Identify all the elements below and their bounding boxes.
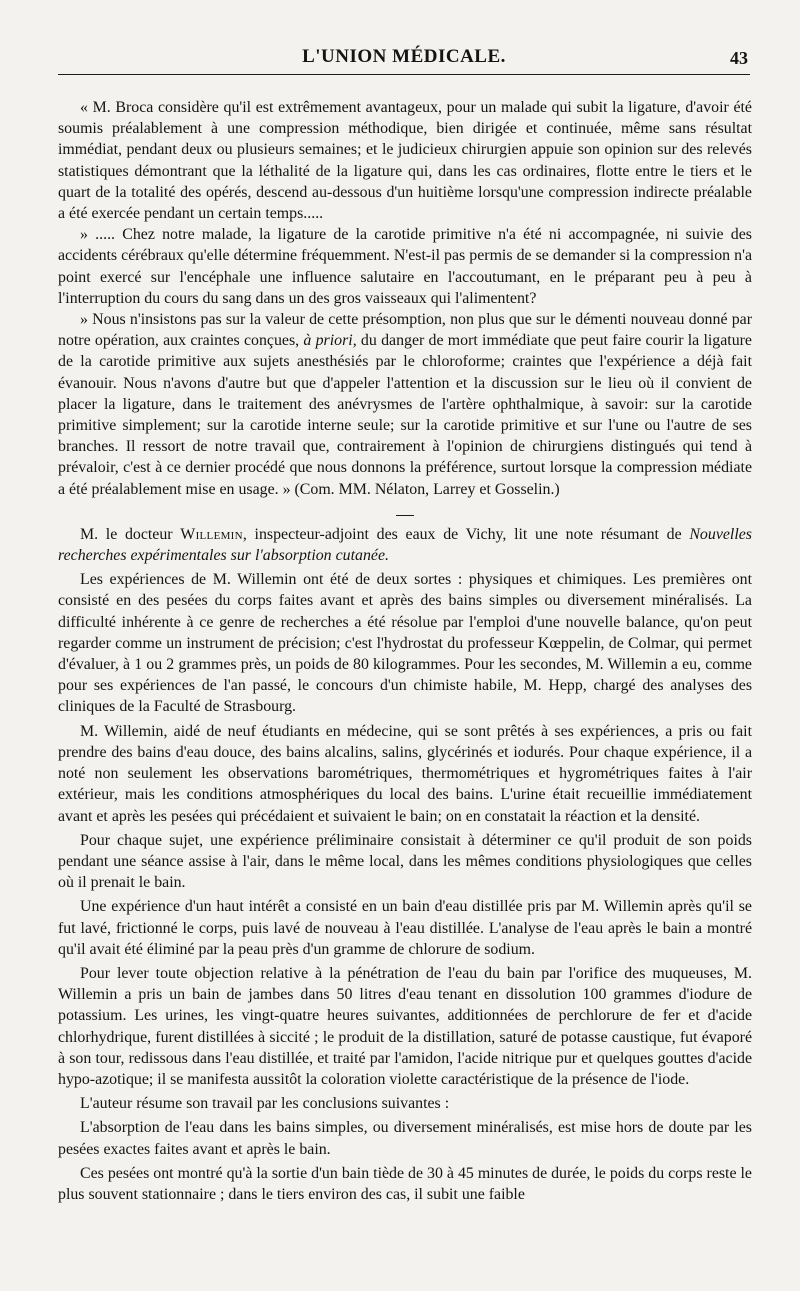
paragraph: Pour chaque sujet, une expérience préliminaire consistait à déterminer ce qu'il produit de son poids pendant une séance assise à l'air, dans le même local, dans les mêmes conditions physiologiques que celles où il prenait le bain. — [58, 831, 752, 892]
body-text — [58, 97, 752, 1205]
paragraph: Pour lever toute objection relative à la pénétration de l'eau du bain par l'orifice des muqueuses, M. Willemin a pris un bain de jambes dans 50 litres d'eau tenant en dissolution 100 grammes d'iodure de potassium. Les urines, les vingt-quatre heures suivantes, additionnées de perchlorure de fer et d'acide chlorhydrique, furent distillées à siccité ; le produit de la distillation, saturé de potasse caustique, fut évaporé à son tour, redissous dans l'eau distillée, et traité par l'amidon, l'acide nitrique pur et quelques gouttes d'acide hypo-azotique; il se manifesta aussitôt la coloration violette caractéristique de la présence de l'iode. — [58, 964, 752, 1088]
paragraph: M. Willemin, aidé de neuf étudiants en médecine, qui se sont prêtés à ses expériences, a pris ou fait prendre des bains d'eau douce, des bains alcalins, salins, glycérinés et iodurés. Pour chaque expérience, il a noté non seulement les observations barométriques, thermométriques et hygrométriques faites à l'air extérieur, mais les conditions atmosphériques du local des bains. L'urine était recueillie immédiatement avant et après les pesées qui précédaient et suivaient le bain; on en constatait la réaction et la densité. — [58, 722, 752, 825]
separator-rule — [396, 515, 414, 516]
paragraph — [58, 524, 752, 566]
paragraph-text: , inspecteur-adjoint des eaux de Vichy, lit une note résumant de — [242, 525, 690, 543]
italic-phrase: à priori, — [303, 332, 357, 350]
paragraph-text: » Nous n'insistons pas sur la valeur de cette présomption, non plus que sur le démenti nouveau donné par notre opération, aux craintes conçues, — [58, 311, 752, 350]
paragraph-text: du danger de mort immédiate que peut faire courir la ligature de la carotide primitive aux sujets anesthésiés par le chloroforme; craintes que l'expérience a déjà fait évanouir. Nous n'avons d'autre but que d'appeler l'attention et la discussion sur le lieu où il convient de placer la ligature, dans le traitement des anévrysmes de l'artère ophthalmique, à savoir: sur la carotide primitive simplement; sur la carotide interne seule; sur la carotide primitive et sur l'une ou l'autre de ses branches. Il ressort de notre travail que, contrairement à l'opinion de chirurgiens distingués qui tend à prévaloir, c'est à ce dernier procédé que nous donnons la préférence, surtout lorsque la compression médiate a été préalablement mise en usage. » (Com. MM. Nélaton, Larrey et Gosselin.) — [58, 332, 752, 498]
paragraph: Ces pesées ont montré qu'à la sortie d'un bain tiède de 30 à 45 minutes de durée, le poids du corps reste le plus souvent stationnaire ; dans le tiers environ des cas, il subit une faible — [58, 1164, 752, 1203]
paragraph: L'auteur résume son travail par les conclusions suivantes : — [80, 1095, 450, 1113]
paragraph: « M. Broca considère qu'il est extrêmement avantageux, pour un malade qui subit la ligature, d'avoir été soumis préalablement à une compression méthodique, bien dirigée et continuée, même sans résultat immédiat, pendant deux ou plusieurs semaines; et le judicieux chirurgien appuie son opinion sur des relevés statistiques démontrant que la léthalité de la ligature qui, dans les cas ordinaires, flotte entre le tiers et le quart de la totalité des opérés, descend au-dessous d'un huitième lorsqu'une compression indirecte préalable a été exercée pendant un certain temps..... — [58, 99, 752, 223]
italic-title: Nouvelles recherches expérimentales sur l'absorption cutanée. — [58, 525, 752, 565]
paragraph: Une expérience d'un haut intérêt a consisté en un bain d'eau distillée pris par M. Willemin après qu'il se fut lavé, frictionné le corps, puis lavé de nouveau à l'eau distillée. L'analyse de l'eau après le bain a montré qu'il avait été éliminé par la peau près d'un gramme de chlorure de sodium. — [58, 898, 752, 958]
paragraph: L'absorption de l'eau dans les bains simples, ou diversement minéralisés, est mise hors de doute par les pesées exactes faites avant et après le bain. — [58, 1119, 752, 1158]
author-name: Willemin — [180, 525, 243, 543]
running-title: L'UNION MÉDICALE. — [302, 46, 506, 67]
paragraph: Les expériences de M. Willemin ont été de deux sortes : physiques et chimiques. Les premières ont consisté en des pesées du corps faites avant et après des bains simples ou diversement minéralisés. La difficulté inhérente à ce genre de recherches a été résolue par l'emploi d'une nouvelle balance, qu'on peut regarder comme un instrument de précision; c'est l'hydrostat du professeur Kœppelin, de Colmar, qui permet d'évaluer, à 1 ou 2 grammes près, un poids de 80 kilogrammes. Pour les secondes, M. Willemin a eu, comme pour ses expériences de l'an passé, le concours d'un chimiste habile, M. Hepp, chargé des analyses des cliniques de la Faculté de Strasbourg. — [58, 571, 752, 716]
page-number: 43 — [730, 48, 748, 68]
section-separator — [58, 504, 752, 518]
paragraph — [58, 309, 752, 500]
paragraph: » ..... Chez notre malade, la ligature de la carotide primitive n'a été ni accompagnée, ni suivie des accidents cérébraux qu'elle détermine fréquemment. N'est-il pas permis de se demander si la compression n'a point exercé sur l'encéphale une influence salutaire en l'accoutumant, en le préparant peu à peu à l'interruption du cours du sang dans un des gros vaisseaux qui l'alimentent? — [58, 226, 752, 307]
page-header — [58, 44, 750, 75]
paragraph-text: M. le docteur — [80, 525, 181, 543]
